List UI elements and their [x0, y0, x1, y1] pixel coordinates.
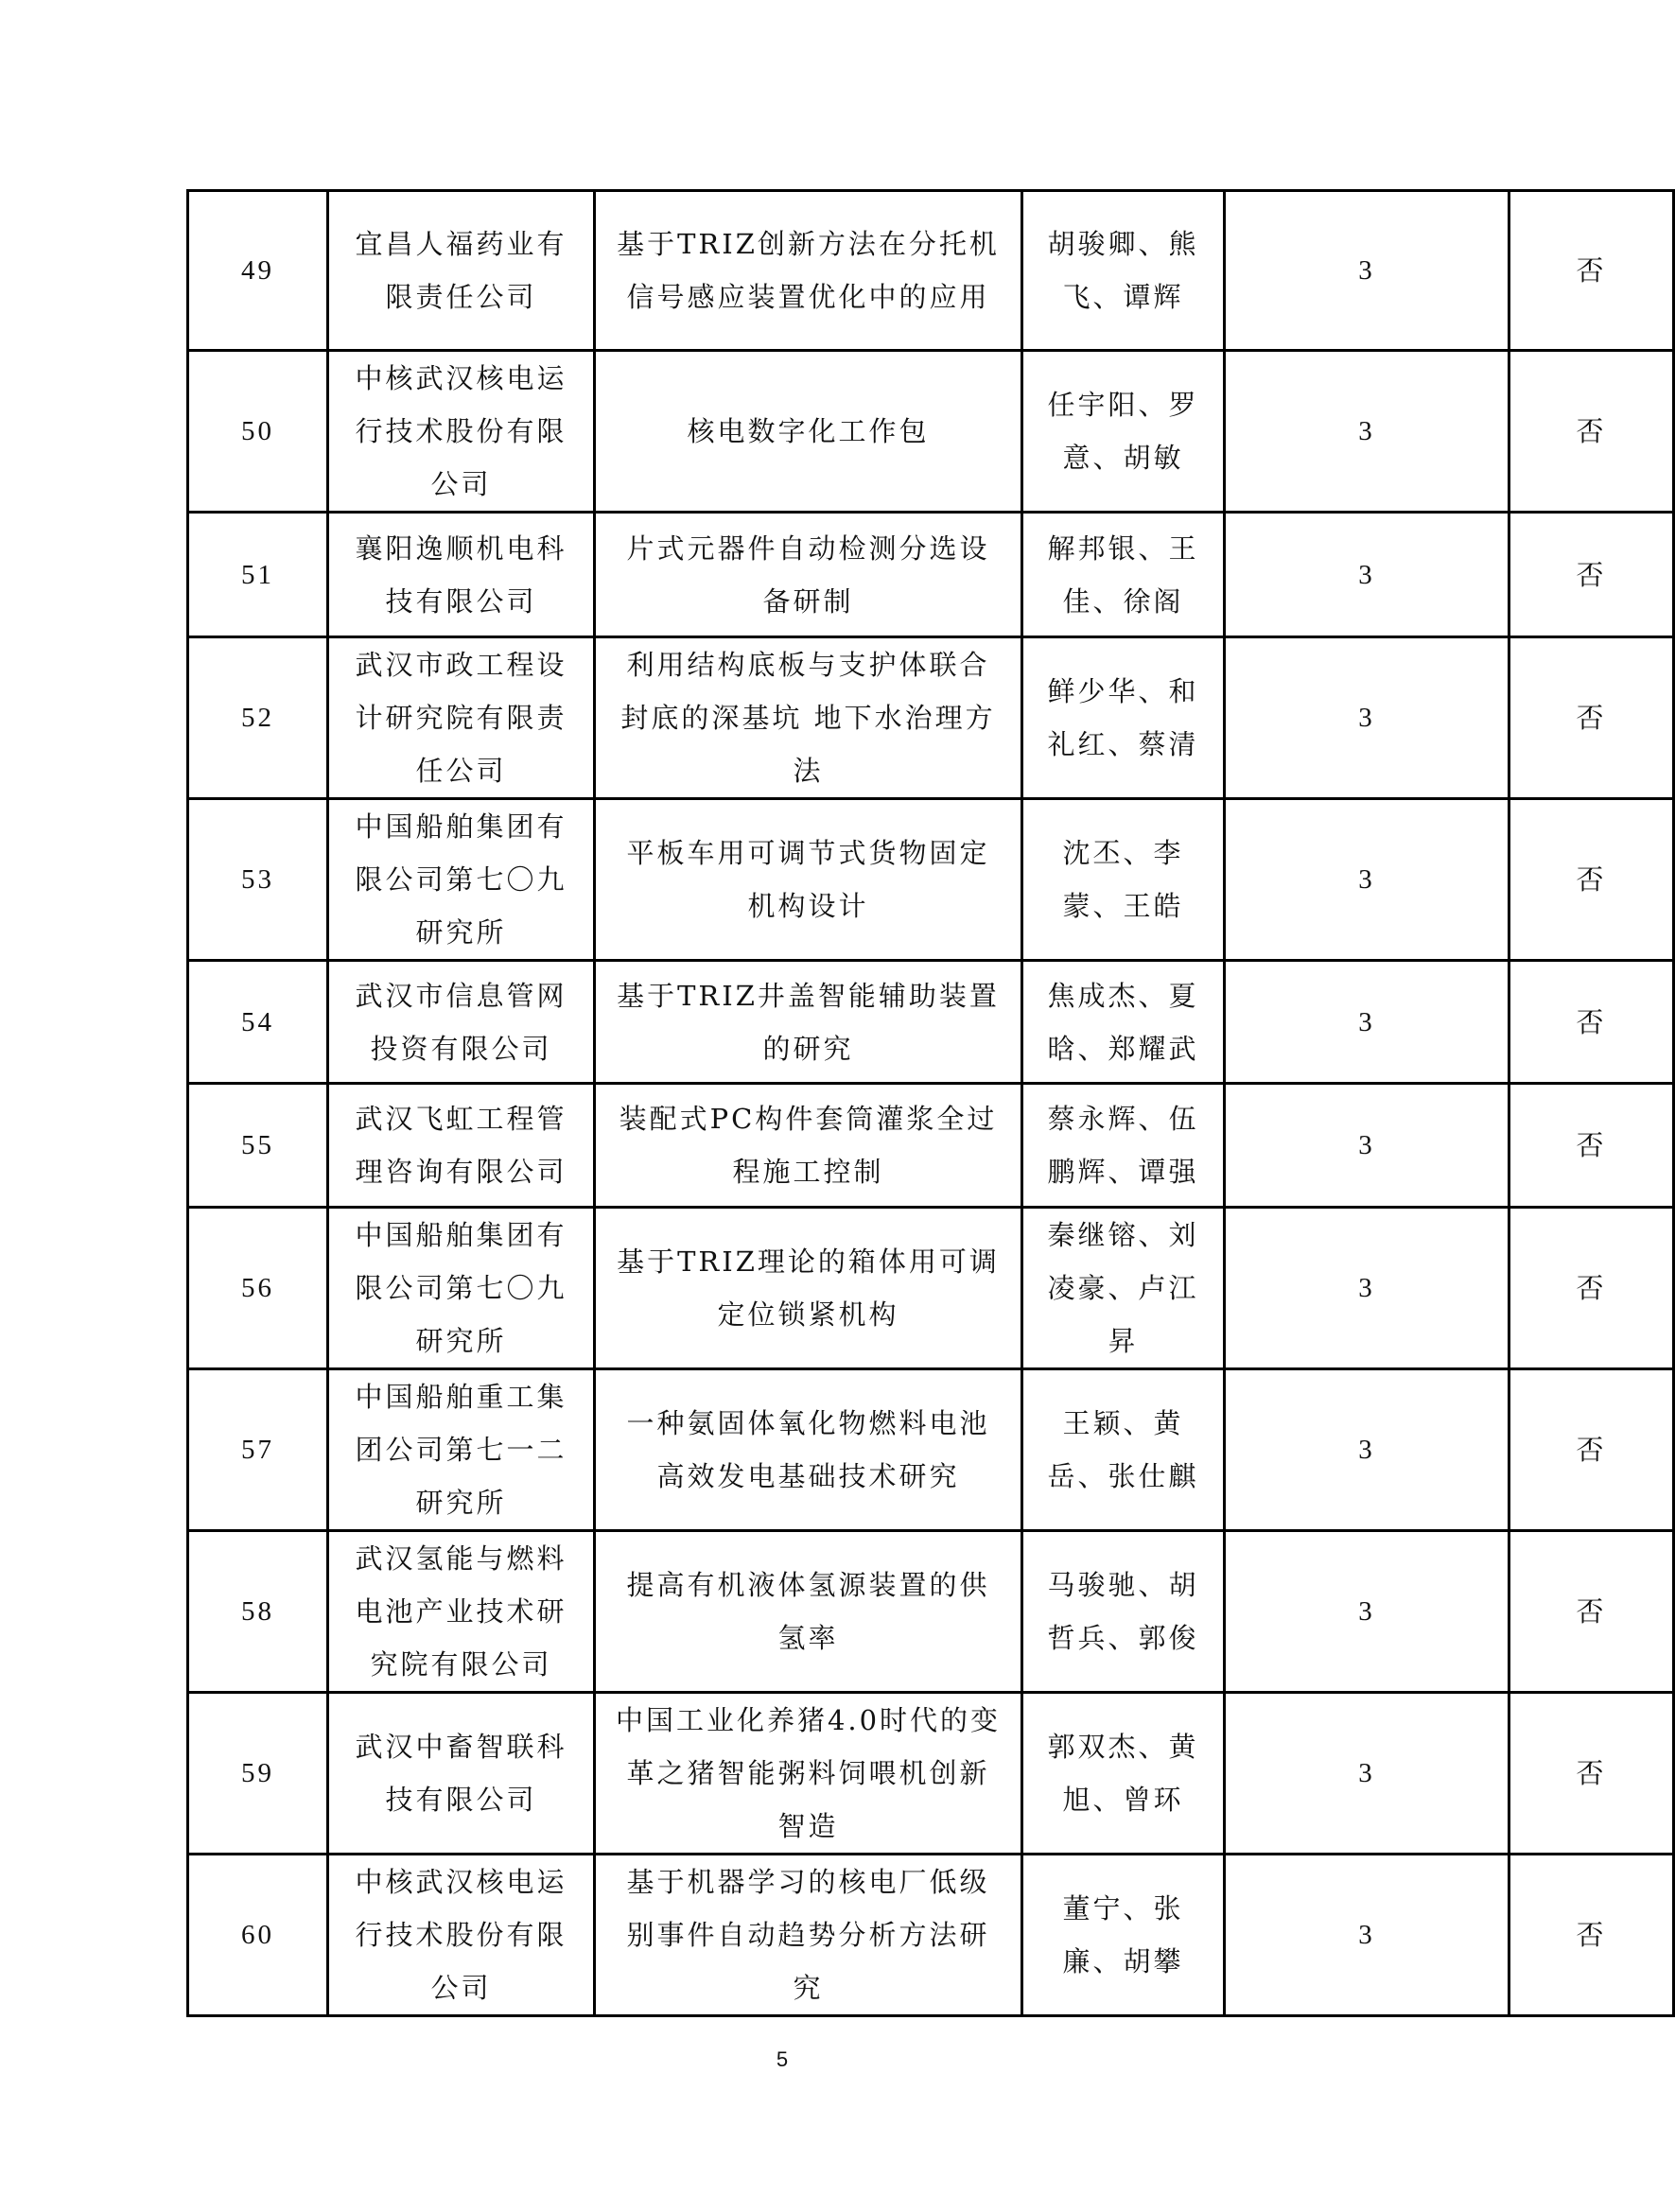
count-value: 3: [1358, 1596, 1375, 1627]
project-title-cell: [595, 513, 1022, 637]
flag-value: 否: [1576, 254, 1607, 287]
unit-cell: [328, 1531, 595, 1693]
project-title: 提高有机液体氢源装置的供氢率: [626, 1569, 990, 1654]
row-number: 50: [241, 416, 274, 446]
unit-name: 武汉飞虹工程管理咨询有限公司: [355, 1103, 567, 1188]
unit-name: 宜昌人福药业有限责任公司: [355, 228, 567, 313]
row-number: 56: [241, 1273, 274, 1303]
table-row: [188, 799, 1674, 961]
count-cell: [1225, 961, 1509, 1084]
project-title: 一种氨固体氧化物燃料电池高效发电基础技术研究: [626, 1407, 990, 1492]
unit-name: 武汉市政工程设计研究院有限责任公司: [355, 649, 567, 787]
participants: 任宇阳、罗意、胡敏: [1047, 389, 1199, 474]
unit-cell: [328, 513, 595, 637]
row-number: 53: [241, 864, 274, 895]
project-title-cell: [595, 1208, 1022, 1369]
unit-cell: [328, 351, 595, 513]
unit-name: 中核武汉核电运行技术股份有限公司: [355, 362, 567, 500]
flag-cell: [1509, 637, 1674, 799]
unit-name: 武汉中畜智联科技有限公司: [355, 1731, 567, 1816]
count-value: 3: [1358, 416, 1375, 446]
project-title-cell: [595, 961, 1022, 1084]
count-value: 3: [1358, 1435, 1375, 1465]
row-number: 57: [241, 1435, 274, 1465]
participants: 蔡永辉、伍鹏辉、谭强: [1047, 1103, 1199, 1188]
table-row: [188, 961, 1674, 1084]
flag-value: 否: [1576, 1919, 1607, 1951]
project-title: 基于TRIZ井盖智能辅助装置的研究: [617, 979, 1000, 1065]
project-title: 基于TRIZ理论的箱体用可调定位锁紧机构: [617, 1245, 1000, 1331]
unit-cell: [328, 191, 595, 351]
unit-name: 武汉氢能与燃料电池产业技术研究院有限公司: [355, 1542, 567, 1681]
unit-cell: [328, 1855, 595, 2016]
flag-value: 否: [1576, 1129, 1607, 1161]
participants: 解邦银、王佳、徐阁: [1047, 531, 1199, 618]
participants: 马骏驰、胡哲兵、郭俊: [1047, 1569, 1199, 1654]
count-cell: [1225, 513, 1509, 637]
participants-cell: [1022, 1855, 1225, 2016]
participants-cell: [1022, 637, 1225, 799]
table-row: [188, 351, 1674, 513]
project-title-cell: [595, 799, 1022, 961]
table-row: [188, 637, 1674, 799]
participants-cell: [1022, 1693, 1225, 1855]
flag-cell: [1509, 1693, 1674, 1855]
table-row: [188, 1855, 1674, 2016]
row-number: 59: [241, 1758, 274, 1788]
unit-cell: [328, 1369, 595, 1531]
row-number-cell: [188, 1084, 328, 1208]
unit-name: 武汉市信息管网投资有限公司: [355, 979, 567, 1065]
project-title: 片式元器件自动检测分选设备研制: [626, 531, 990, 618]
flag-value: 否: [1576, 1757, 1607, 1789]
project-title: 利用结构底板与支护体联合封底的深基坑 地下水治理方法: [620, 649, 996, 787]
flag-value: 否: [1576, 1005, 1607, 1038]
row-number: 60: [241, 1920, 274, 1950]
project-title: 基于机器学习的核电厂低级别事件自动趋势分析方法研究: [626, 1866, 990, 2004]
flag-value: 否: [1576, 863, 1607, 896]
row-number: 55: [241, 1130, 274, 1160]
unit-cell: [328, 1693, 595, 1855]
flag-cell: [1509, 1855, 1674, 2016]
row-number-cell: [188, 1208, 328, 1369]
flag-cell: [1509, 799, 1674, 961]
table-row: [188, 513, 1674, 637]
participants: 焦成杰、夏晗、郑耀武: [1047, 979, 1199, 1065]
participants-cell: [1022, 1531, 1225, 1693]
awards-table-body: [188, 191, 1674, 2016]
participants-cell: [1022, 961, 1225, 1084]
row-number-cell: [188, 1531, 328, 1693]
table-row: [188, 1693, 1674, 1855]
unit-name: 中国船舶集团有限公司第七〇九研究所: [355, 810, 567, 949]
count-cell: [1225, 351, 1509, 513]
count-cell: [1225, 637, 1509, 799]
unit-cell: [328, 637, 595, 799]
row-number-cell: [188, 637, 328, 799]
count-cell: [1225, 191, 1509, 351]
row-number-cell: [188, 351, 328, 513]
table-row: [188, 1369, 1674, 1531]
flag-value: 否: [1576, 1434, 1607, 1466]
project-title-cell: [595, 191, 1022, 351]
project-title: 核电数字化工作包: [687, 415, 930, 447]
participants-cell: [1022, 1369, 1225, 1531]
participants: 郭双杰、黄旭、曾环: [1047, 1731, 1199, 1816]
participants: 秦继镕、刘凌豪、卢江昇: [1047, 1219, 1199, 1357]
participants-cell: [1022, 799, 1225, 961]
flag-cell: [1509, 1531, 1674, 1693]
row-number-cell: [188, 191, 328, 351]
row-number-cell: [188, 1369, 328, 1531]
project-title-cell: [595, 1855, 1022, 2016]
unit-cell: [328, 1208, 595, 1369]
table-row: [188, 1208, 1674, 1369]
unit-cell: [328, 799, 595, 961]
awards-table: [186, 189, 1675, 2017]
project-title-cell: [595, 351, 1022, 513]
count-value: 3: [1358, 703, 1375, 733]
unit-cell: [328, 1084, 595, 1208]
unit-name: 襄阳逸顺机电科技有限公司: [355, 531, 567, 618]
participants: 鲜少华、和礼红、蔡清: [1047, 675, 1199, 760]
count-value: 3: [1358, 1273, 1375, 1303]
flag-cell: [1509, 1208, 1674, 1369]
row-number: 54: [241, 1006, 274, 1037]
participants-cell: [1022, 191, 1225, 351]
page-number: 5: [776, 2047, 789, 2071]
participants: 董宁、张廉、胡攀: [1062, 1892, 1184, 1977]
unit-name: 中国船舶重工集团公司第七一二研究所: [355, 1381, 567, 1519]
row-number-cell: [188, 799, 328, 961]
table-row: [188, 191, 1674, 351]
participants-cell: [1022, 1208, 1225, 1369]
flag-cell: [1509, 513, 1674, 637]
unit-name: 中国船舶集团有限公司第七〇九研究所: [355, 1219, 567, 1357]
count-value: 3: [1358, 1006, 1375, 1037]
row-number-cell: [188, 1855, 328, 2016]
flag-cell: [1509, 1084, 1674, 1208]
flag-value: 否: [1576, 702, 1607, 734]
participants-cell: [1022, 1084, 1225, 1208]
participants: 胡骏卿、熊飞、谭辉: [1047, 228, 1199, 313]
row-number: 52: [241, 703, 274, 733]
row-number-cell: [188, 961, 328, 1084]
flag-cell: [1509, 351, 1674, 513]
count-value: 3: [1358, 559, 1375, 590]
count-cell: [1225, 1084, 1509, 1208]
unit-cell: [328, 961, 595, 1084]
count-value: 3: [1358, 1758, 1375, 1788]
count-value: 3: [1358, 1130, 1375, 1160]
row-number: 51: [241, 559, 274, 590]
count-cell: [1225, 1369, 1509, 1531]
count-value: 3: [1358, 864, 1375, 895]
project-title: 中国工业化养猪4.0时代的变革之猪智能粥料饲喂机创新智造: [615, 1704, 1002, 1842]
count-cell: [1225, 1693, 1509, 1855]
project-title-cell: [595, 1084, 1022, 1208]
project-title-cell: [595, 1531, 1022, 1693]
flag-value: 否: [1576, 415, 1607, 447]
participants-cell: [1022, 513, 1225, 637]
flag-cell: [1509, 961, 1674, 1084]
flag-value: 否: [1576, 558, 1607, 591]
participants: 沈丕、李蒙、王皓: [1062, 837, 1184, 922]
row-number-cell: [188, 513, 328, 637]
unit-name: 中核武汉核电运行技术股份有限公司: [355, 1866, 567, 2004]
count-cell: [1225, 1531, 1509, 1693]
row-number: 49: [241, 255, 274, 286]
count-cell: [1225, 1855, 1509, 2016]
participants: 王颖、黄岳、张仕麒: [1047, 1407, 1199, 1492]
count-cell: [1225, 1208, 1509, 1369]
participants-cell: [1022, 351, 1225, 513]
project-title: 基于TRIZ创新方法在分托机信号感应装置优化中的应用: [617, 228, 1000, 313]
count-value: 3: [1358, 255, 1375, 286]
project-title-cell: [595, 1693, 1022, 1855]
project-title-cell: [595, 1369, 1022, 1531]
count-cell: [1225, 799, 1509, 961]
flag-value: 否: [1576, 1595, 1607, 1628]
row-number: 58: [241, 1596, 274, 1627]
table-row: [188, 1531, 1674, 1693]
project-title: 装配式PC构件套筒灌浆全过程施工控制: [619, 1103, 998, 1188]
flag-value: 否: [1576, 1272, 1607, 1304]
flag-cell: [1509, 1369, 1674, 1531]
row-number-cell: [188, 1693, 328, 1855]
table-row: [188, 1084, 1674, 1208]
count-value: 3: [1358, 1920, 1375, 1950]
project-title-cell: [595, 637, 1022, 799]
flag-cell: [1509, 191, 1674, 351]
project-title: 平板车用可调节式货物固定机构设计: [626, 837, 990, 922]
